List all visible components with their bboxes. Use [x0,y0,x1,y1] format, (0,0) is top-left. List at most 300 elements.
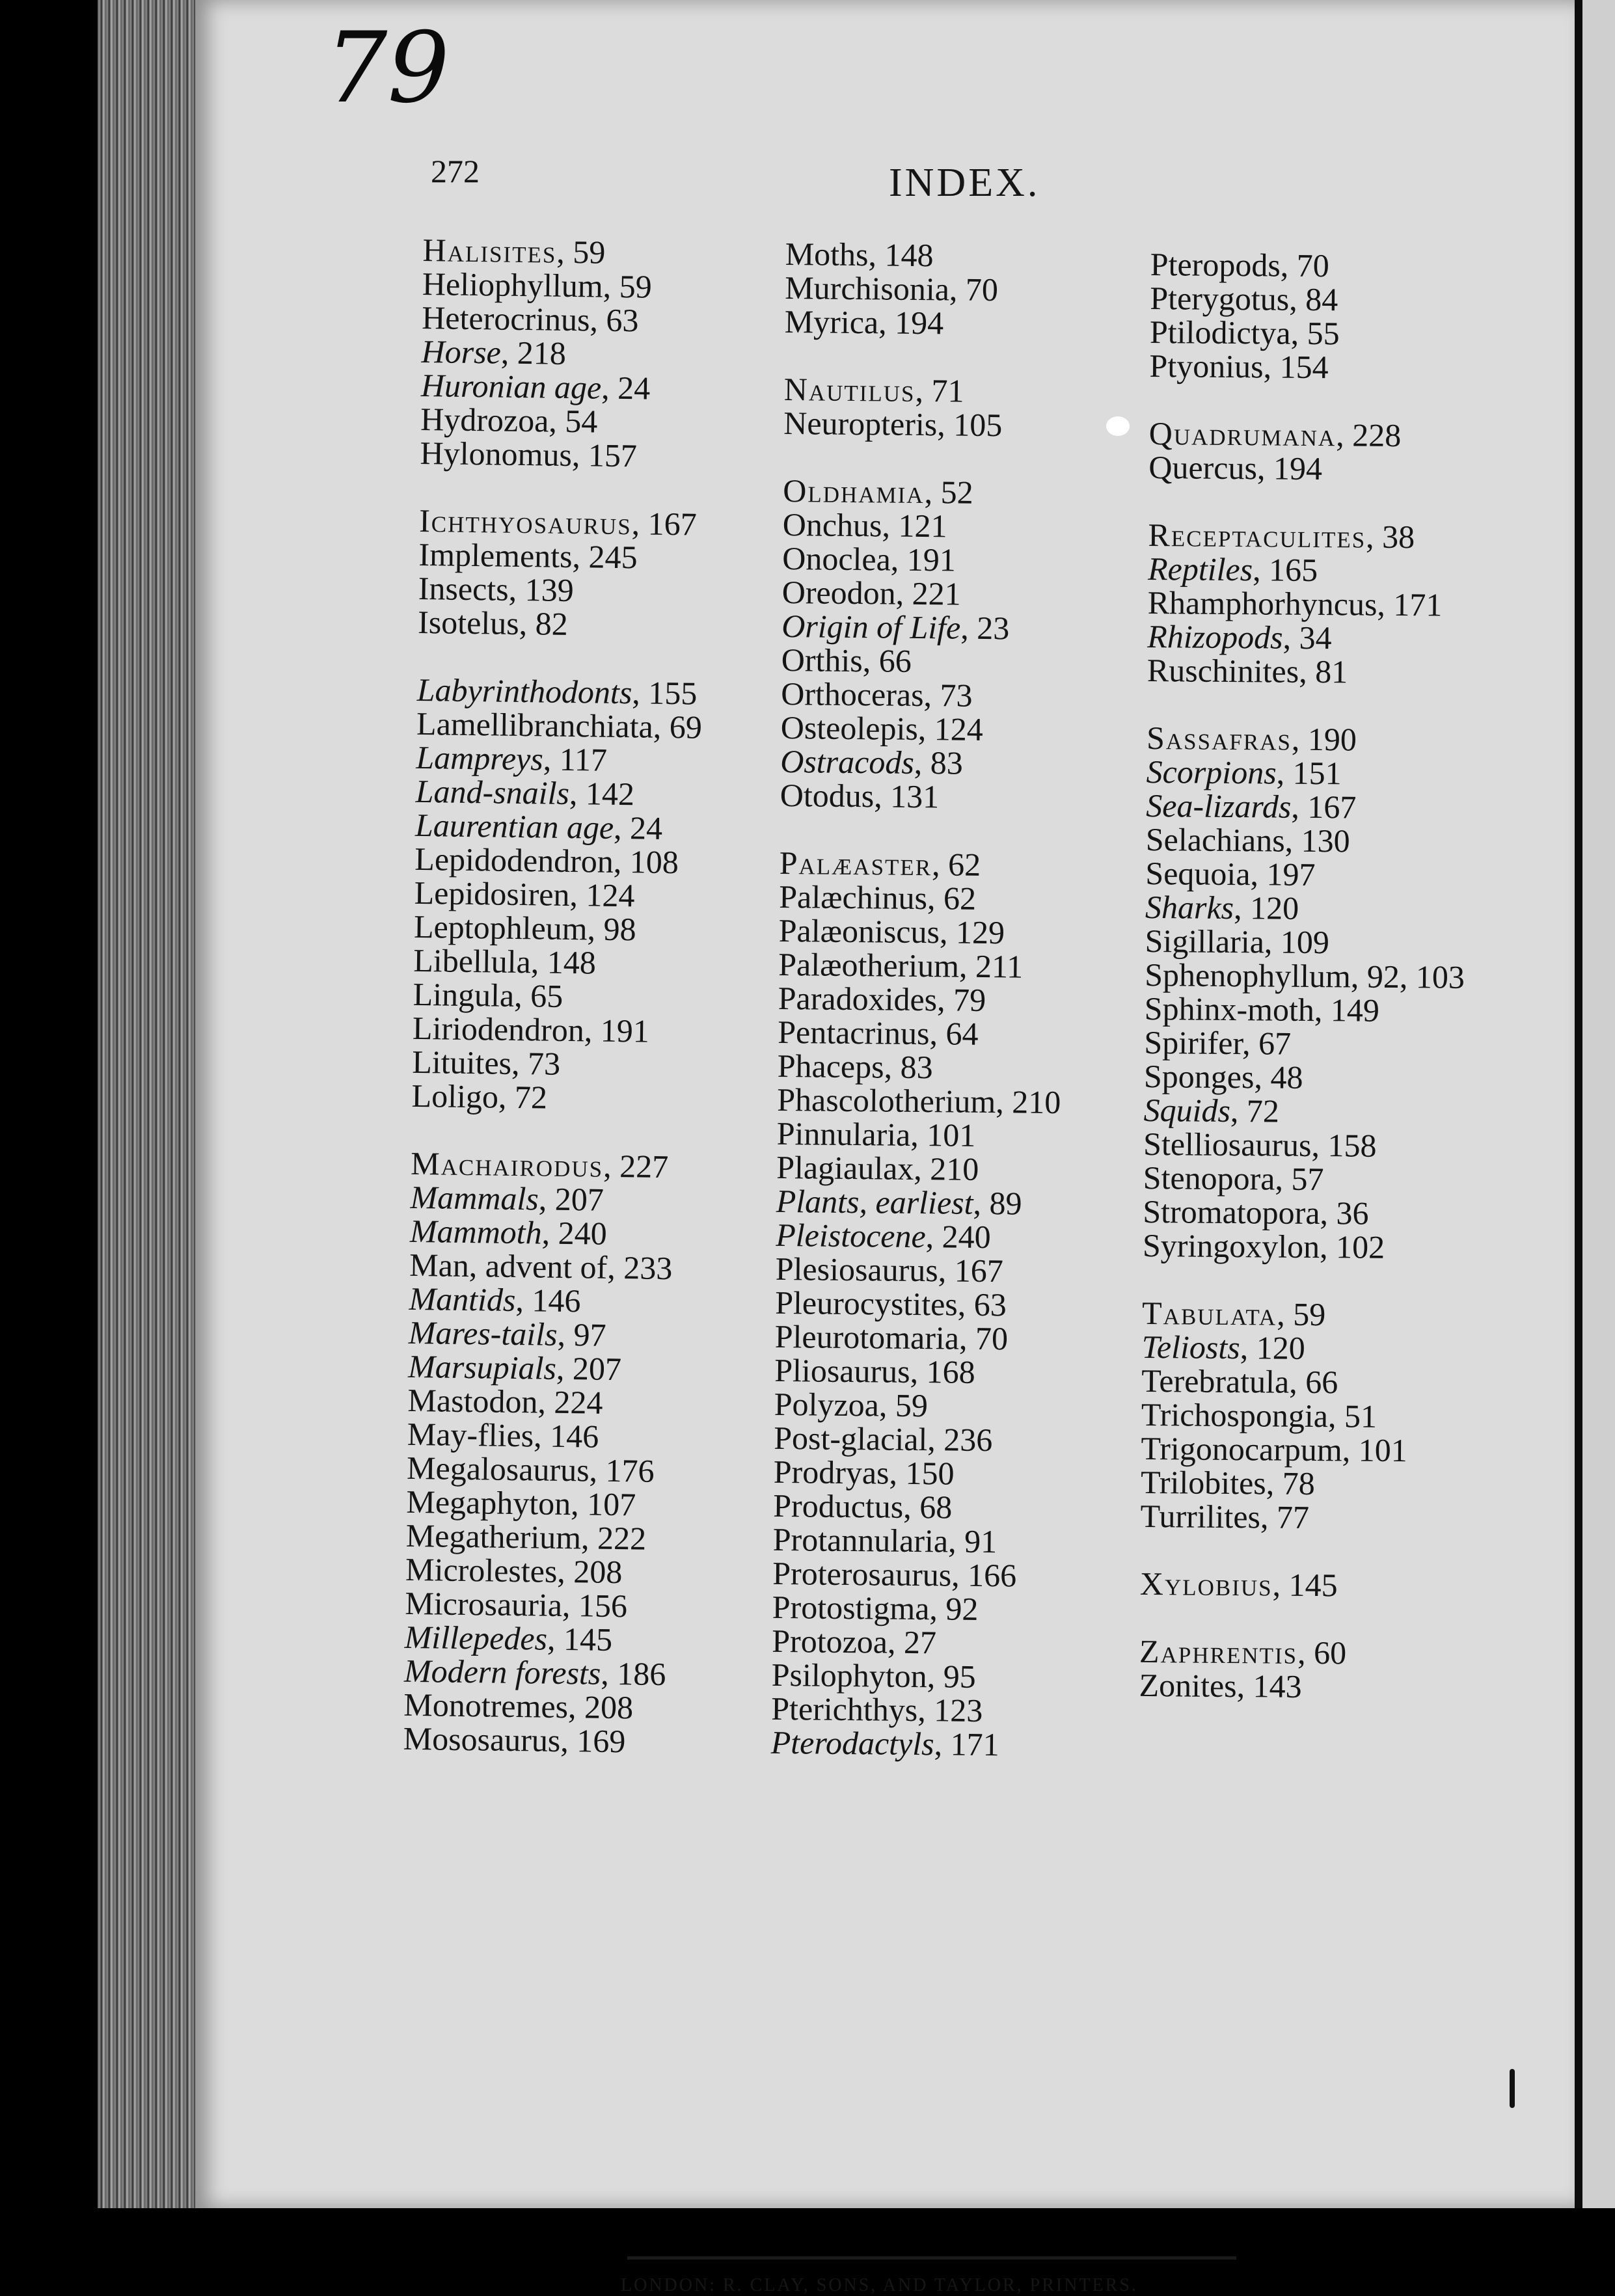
index-page-ref: 68 [919,1489,953,1526]
index-entry: Oldhamia, 52 [782,472,973,511]
index-term: Ptyonius [1149,347,1264,385]
index-entry: Pleistocene, 240 [776,1216,991,1256]
index-term: Origin of Life [781,607,961,646]
index-page-ref: 55 [1307,314,1340,352]
index-term: Post-glacial [774,1419,928,1458]
index-term: Megalosaurus [406,1449,590,1489]
page-number: 272 [431,153,480,189]
index-entry: Trilobites, 78 [1140,1463,1315,1502]
printer-imprint: LONDON: R. CLAY, SONS, AND TAYLOR, PRINTERS. [621,2275,1138,2295]
index-term: Monotremes [403,1686,569,1725]
index-entry: Pterodactyls, 171 [770,1723,999,1763]
index-entry: Sigillaria, 109 [1145,922,1330,961]
index-entry: Lampreys, 117 [416,738,608,778]
index-entry: Mares-tails, 97 [408,1314,606,1353]
index-entry: Palæotherium, 211 [778,945,1024,985]
index-term: Sphinx-moth [1144,990,1315,1029]
index-entry: Man, advent of, 233 [409,1246,673,1287]
index-page-ref: 98 [603,910,636,948]
index-page-ref: 211 [975,947,1024,985]
index-term: Trilobites [1140,1463,1266,1502]
index-entry: Ptilodictya, 55 [1149,313,1340,352]
index-page-ref: 66 [878,642,912,679]
index-page-ref: 48 [1270,1059,1303,1096]
index-entry: Millepedes, 145 [404,1618,613,1658]
index-entry: Microsauria, 156 [405,1584,628,1625]
index-entry: Plesiosaurus, 167 [775,1250,1004,1290]
index-page-ref: 148 [547,943,597,981]
index-term: Palæaster [779,844,932,883]
index-term: Microsauria [405,1584,563,1623]
index-page-ref: 124 [934,710,984,748]
index-term: Paradoxides [778,979,938,1018]
entry-group-gap [1147,687,1550,724]
index-page-ref: 208 [573,1553,623,1591]
index-entry: Scorpions, 151 [1146,753,1342,792]
index-entry: Moths, 148 [785,236,934,274]
index-term: Lepidosiren [414,874,570,913]
index-page-ref: 165 [1268,551,1318,589]
index-term: Phaceps [777,1047,884,1085]
index-entry: Quercus, 194 [1148,448,1323,487]
index-page-ref: 233 [623,1249,673,1287]
index-term: Receptaculites [1148,516,1366,555]
index-entry: Sphenophyllum, 92, 103 [1144,956,1465,995]
index-term: Neuropteris [783,404,938,443]
entry-group-gap [1142,1262,1545,1299]
entry-group-gap [783,440,1187,478]
paper-blemish [1106,416,1130,436]
index-entry: Pterygotus, 84 [1150,279,1338,318]
index-term: Marsupials [407,1347,557,1386]
index-term: Osteolepis [780,709,919,747]
index-term: Quercus [1148,448,1258,487]
index-entry: Ostracods, 83 [780,742,964,781]
index-page-ref: 117 [559,740,608,778]
index-page-ref: 154 [1279,348,1329,386]
index-page-ref: 130 [1301,822,1350,859]
index-entry: Onoclea, 191 [781,539,957,578]
index-page-ref: 81 [1314,653,1348,690]
index-page-ref: 218 [517,334,567,371]
index-entry: Protannularia, 91 [772,1520,998,1560]
index-page-ref: 191 [906,541,957,578]
index-term: Mastodon [407,1381,538,1420]
index-page-ref: 102 [1335,1228,1385,1265]
index-entry: Proterosaurus, 166 [772,1554,1017,1594]
index-page-ref: 63 [606,301,639,339]
index-entry: Productus, 68 [773,1487,953,1526]
index-entry: Selachians, 130 [1145,820,1350,859]
index-page-ref: 72 [1246,1092,1280,1129]
index-entry: Mammoth, 240 [409,1212,608,1252]
index-page-ref: 148 [884,236,934,274]
index-term: Mammoth [409,1212,543,1251]
index-term: Stelliosaurus [1143,1125,1312,1163]
index-entry: Oreodon, 221 [781,573,961,612]
index-page-ref: 62 [947,846,981,883]
index-entry: Orthis, 66 [781,641,912,679]
index-page-ref: 194 [894,304,944,342]
index-term: Pleurotomaria [774,1317,960,1357]
index-term: Oreodon [781,573,896,612]
index-page-ref: 23 [977,609,1010,647]
index-entry: Huronian age, 24 [420,366,651,407]
index-term: Trigonocarpum [1141,1429,1342,1468]
index-page-ref: 151 [1292,754,1342,792]
index-page-ref: 131 [889,777,940,815]
index-entry: Loligo, 72 [411,1077,548,1116]
index-term: Sassafras [1146,719,1292,757]
index-entry: Reptiles, 165 [1147,550,1318,589]
index-column-3 [1139,247,1554,1705]
index-term: Sigillaria [1145,922,1265,960]
index-term: Leptophleum [413,908,588,947]
index-term: Pliosaurus [774,1351,910,1390]
index-term: Plesiosaurus [775,1250,939,1289]
index-page-ref: 64 [945,1015,979,1052]
index-term: Loligo [411,1077,499,1115]
index-term: Lamellibranchiata [416,705,654,745]
index-entry: Modern forests, 186 [403,1652,666,1693]
index-page-ref: 84 [1305,280,1338,318]
index-entry: Pentacrinus, 64 [778,1013,979,1052]
index-entry: Terebratula, 66 [1141,1362,1338,1401]
index-term: Sponges [1143,1057,1255,1096]
index-entry: Hylonomus, 157 [420,434,638,474]
index-entry: May-flies, 146 [407,1415,599,1455]
index-term: Pterygotus [1150,279,1290,317]
index-term: Mammals [410,1178,539,1217]
index-page-ref: 208 [584,1688,634,1726]
index-term: Lingula [413,975,515,1014]
index-term: Huronian age [420,366,602,406]
imprint-rule [627,2256,1236,2260]
index-page-ref: 108 [629,843,679,881]
index-entry: Sea-lizards, 167 [1146,787,1357,826]
index-entry: Syringoxylon, 102 [1142,1226,1385,1265]
index-page-ref: 57 [1291,1160,1324,1198]
index-entry: Sponges, 48 [1143,1057,1303,1096]
index-term: Scorpions [1146,753,1277,791]
entry-group-gap [780,812,1183,850]
index-term: Heterocrinus [421,299,590,338]
index-term: Hylonomus [420,434,573,474]
index-page-ref: 97 [573,1316,606,1353]
index-page-ref: 176 [605,1452,655,1489]
index-entry: Palæoniscus, 129 [778,912,1005,951]
index-entry: Liriodendron, 191 [412,1009,650,1049]
entry-group-gap [1148,484,1552,521]
index-page-ref: 146 [532,1282,581,1319]
index-term: Oldhamia [782,472,925,511]
next-page-edge [1582,0,1615,2208]
index-page-ref: 169 [577,1722,626,1760]
index-page-ref: 240 [558,1214,608,1252]
index-term: Sequoia [1145,854,1251,893]
index-term: Ichthyosaurus [418,502,632,542]
index-entry: Mammals, 207 [410,1178,604,1218]
index-entry: Pterichthys, 123 [771,1690,983,1729]
index-page-ref: 78 [1282,1465,1315,1502]
index-term: Pteropods [1150,246,1281,284]
index-entry: Squids, 72 [1143,1091,1280,1129]
index-term: Zaphrentis [1139,1632,1298,1671]
index-entry: Heterocrinus, 63 [421,299,639,339]
index-term: Palæoniscus [778,912,940,951]
index-term: Myrica [784,303,879,341]
index-term: Stromatopora [1143,1193,1320,1232]
index-page-ref: 194 [1273,450,1323,487]
index-entry: Lepidosiren, 124 [414,874,635,914]
index-page-ref: 27 [903,1623,937,1661]
index-page-ref: 83 [930,744,964,781]
index-term: Heliophyllum [422,265,604,304]
index-page-ref: 156 [578,1587,628,1625]
index-entry: Polyzoa, 59 [774,1385,929,1424]
index-entry: Stelliosaurus, 158 [1143,1125,1377,1164]
index-page-ref: 146 [549,1417,599,1455]
index-page-ref: 51 [1344,1398,1378,1435]
index-page-ref: 36 [1336,1195,1369,1232]
index-term: Man, advent of [409,1246,608,1286]
index-term: Protozoa [772,1622,888,1660]
index-term: Sphenophyllum [1144,956,1351,995]
index-term: Laurentian age [414,806,614,846]
index-entry: Megatherium, 222 [405,1517,647,1557]
index-page-ref: 82 [535,605,569,642]
index-page-ref: 142 [585,775,635,813]
index-page-ref: 236 [943,1421,993,1459]
entry-group-gap [1139,1600,1543,1638]
index-page-ref: 158 [1327,1127,1377,1164]
index-page-ref: 210 [1012,1083,1061,1121]
index-entry: Stenopora, 57 [1143,1159,1324,1198]
index-page-ref: 227 [619,1148,669,1185]
index-term: Halisites [422,232,557,270]
index-page-ref: 186 [616,1655,666,1693]
index-page-ref: 120 [1256,1329,1305,1366]
index-page-ref: 224 [554,1383,603,1421]
index-term: Pentacrinus [778,1013,930,1052]
index-term: Onchus [782,506,882,544]
index-term: Pterichthys [771,1690,918,1729]
index-entry: Ruschinites, 81 [1147,651,1348,690]
index-entry: Orthoceras, 73 [780,675,973,714]
index-term: Megaphyton [406,1483,571,1522]
index-entry: Psilophyton, 95 [771,1656,976,1695]
index-entry: Zonites, 143 [1139,1666,1302,1705]
index-page-ref: 89 [989,1185,1022,1222]
index-term: Pleistocene [776,1216,926,1255]
index-term: Mantids [409,1280,516,1319]
index-term: Syringoxylon [1142,1226,1320,1265]
index-term: Nautilus [783,370,916,409]
index-entry: Lingula, 65 [413,975,563,1014]
index-term: Teliosts [1141,1328,1240,1366]
index-page-ref: 155 [648,674,698,712]
index-entry: Turrilites, 77 [1140,1497,1310,1535]
index-term: Squids [1143,1091,1231,1129]
index-entry: Xylobius, 145 [1139,1565,1338,1604]
index-term: Horse [421,332,502,371]
index-page-ref: 120 [1249,889,1299,926]
paper-mark [1510,2069,1515,2108]
index-page-ref: 190 [1307,720,1357,758]
index-term: Microlestes [405,1550,558,1589]
index-term: Ostracods [780,742,915,781]
index-term: Reptiles [1147,550,1253,588]
index-page-ref: 143 [1253,1668,1302,1705]
entry-group-gap [784,338,1188,376]
index-page-ref: 70 [965,271,999,308]
index-page-ref: 145 [563,1621,613,1658]
index-entry: Stromatopora, 36 [1143,1193,1369,1232]
index-entry: Receptaculites, 38 [1148,516,1415,556]
index-entry: Laurentian age, 24 [414,806,663,846]
index-page-ref: 210 [930,1150,979,1187]
index-entry: Pleurocystites, 63 [775,1284,1007,1323]
index-page-ref: 101 [1358,1431,1407,1469]
index-entry: Mastodon, 224 [407,1381,603,1421]
entry-group-gap [1140,1533,1543,1570]
index-page-ref: 24 [629,809,663,846]
index-page-ref: 59 [619,267,653,305]
index-term: Millepedes [404,1618,548,1657]
index-term: Land-snails [415,772,570,812]
index-entry: Phascolotherium, 210 [777,1081,1061,1121]
index-page-ref: 109 [1280,923,1330,961]
index-entry: Myrica, 194 [784,303,944,342]
index-page-ref: 101 [927,1116,976,1154]
index-page-ref: 73 [527,1045,561,1082]
index-term: Murchisonia [784,269,950,308]
index-page-ref: 72 [514,1078,548,1116]
index-term: Sea-lizards [1146,787,1292,825]
index-page-ref: 149 [1330,992,1380,1029]
index-entry: Implements, 245 [418,535,638,576]
index-page-ref: 77 [1276,1498,1310,1535]
index-term: Mares-tails [408,1314,558,1353]
index-entry: Protozoa, 27 [772,1622,937,1661]
index-page-ref: 107 [586,1485,636,1523]
index-entry: Onchus, 121 [782,506,947,545]
index-entry: Origin of Life, 23 [781,607,1010,647]
index-term: Selachians [1145,820,1285,859]
index-entry: Ptyonius, 154 [1149,347,1329,386]
index-page-ref: 69 [669,709,703,746]
index-term: Productus [773,1487,904,1525]
index-page-ref: 228 [1352,416,1402,454]
index-entry: Protostigma, 92 [772,1588,979,1627]
index-entry: Murchisonia, 70 [784,269,999,308]
index-entry: Plants, earliest, 89 [776,1182,1022,1222]
index-page-ref: 207 [572,1350,622,1388]
index-term: Pterodactyls [770,1723,934,1763]
index-term: Turrilites [1140,1497,1261,1535]
index-entry: Megalosaurus, 176 [406,1449,655,1489]
index-term: Stenopora [1143,1159,1275,1197]
index-entry: Pinnularia, 101 [776,1114,976,1154]
index-entry: Tabulata, 59 [1141,1294,1326,1333]
index-entry: Trichospongia, 51 [1141,1396,1378,1435]
index-term: Lituites [411,1043,512,1081]
index-page-ref: 105 [953,406,1003,444]
index-entry: Palæchinus, 62 [778,878,977,917]
index-term: Spirifer [1144,1023,1243,1062]
index-page-ref: 167 [1307,788,1357,826]
index-term: Plagiaulax [776,1148,914,1187]
index-term: Pinnularia [776,1114,911,1153]
index-term: Palæchinus [778,878,928,917]
index-entry: Monotremes, 208 [403,1686,634,1726]
index-term: Sharks [1145,888,1234,926]
index-entry: Mantids, 146 [409,1280,581,1319]
index-page-ref: 171 [1393,586,1443,623]
index-page-ref: 168 [926,1353,975,1390]
index-entry: Ichthyosaurus, 167 [418,502,698,543]
index-entry: Post-glacial, 236 [774,1419,993,1459]
index-page-ref: 245 [588,538,638,576]
index-term: Pleurocystites [775,1284,958,1323]
index-page-ref: 63 [973,1286,1007,1323]
index-page-ref: 34 [1299,619,1332,656]
index-page-ref: 167 [647,505,698,543]
index-entry: Leptophleum, 98 [413,908,636,948]
index-term: Lampreys [416,738,544,777]
index-entry: Lepidodendron, 108 [414,840,679,881]
index-entry: Prodryas, 150 [773,1453,955,1492]
index-entry: Lamellibranchiata, 69 [416,705,703,746]
index-entry: Microlestes, 208 [405,1550,623,1591]
index-page-ref: 222 [597,1519,647,1557]
index-term: Protostigma [772,1588,930,1627]
index-page-ref: 157 [588,437,638,474]
index-page-ref: 65 [530,977,563,1014]
index-entry: Lituites, 73 [411,1043,561,1082]
index-page-ref: 129 [955,913,1005,951]
index-entry: Neuropteris, 105 [783,404,1003,444]
index-term: Quadrumana [1148,414,1337,453]
index-entry: Spirifer, 67 [1144,1023,1292,1062]
index-entry: Plagiaulax, 210 [776,1148,979,1187]
index-entry: Heliophyllum, 59 [422,265,653,305]
index-page-ref: 139 [524,571,575,609]
index-page-ref: 91 [964,1522,998,1560]
index-entry: Palæaster, 62 [779,844,981,883]
index-term: Liriodendron [412,1009,585,1049]
index-term: Rhizopods [1147,617,1283,656]
index-term: Orthis [781,641,863,679]
index-page-ref: 59 [573,234,606,271]
index-term: Modern forests [403,1652,601,1692]
index-page-ref: 92 [945,1590,979,1627]
index-page-ref: 240 [942,1218,991,1256]
index-term: Machairodus [410,1144,604,1184]
index-term: Hydrozoa [420,400,549,439]
index-page-ref: 121 [898,507,947,545]
index-term: Labyrinthodonts [416,671,632,711]
index-term: Xylobius [1139,1565,1273,1603]
index-page-ref: 167 [954,1252,1004,1290]
index-entry: Sphinx-moth, 149 [1144,990,1380,1029]
index-term: Trichospongia [1141,1396,1329,1435]
index-page-ref: 71 [931,372,964,409]
index-page-ref: 123 [933,1692,983,1729]
index-term: Plants, earliest [776,1182,973,1221]
index-term: Polyzoa [774,1385,880,1424]
index-page-ref: 207 [554,1180,604,1218]
